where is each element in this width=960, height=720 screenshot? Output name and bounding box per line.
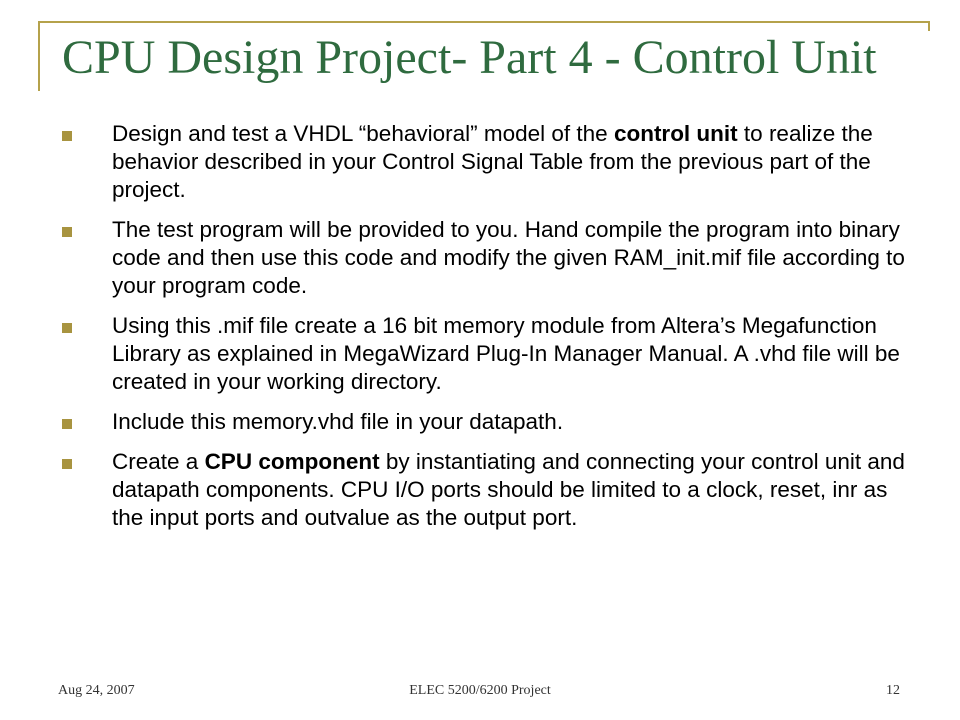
bullet-text: Include this memory.vhd file in your datapath. (112, 409, 564, 434)
footer-course: ELEC 5200/6200 Project (409, 683, 551, 698)
bullet-square-icon (62, 459, 72, 469)
bullet-text: The test program will be provided to you. Hand compile the program into binary code and then use this code and modify the given RAM_init.mif file according to your program code. (112, 217, 905, 298)
bullet-list (58, 120, 908, 544)
bullet-text: Using this .mif file create a 16 bit memory module from Altera’s Megafunction Library as explained in MegaWizard Plug-In Manager Manual. A .vhd file will be created in your working directory. (112, 313, 900, 394)
bold-term: control unit (613, 121, 738, 146)
bullet-text: Create a CPU component by instantiating and connecting your control unit and datapath components. CPU I/O ports should be limited to a clock, reset, inr as the input ports and outvalue as the output port. (112, 449, 905, 530)
bullet-text: Design and test a VHDL “behavioral” model of the control unit to realize the behavior described in your Control Signal Table from the previous part of the project. (112, 121, 873, 202)
bullet-item-cpu-component (58, 448, 908, 532)
slide-frame-right-line (928, 21, 930, 31)
bullet-square-icon (62, 323, 72, 333)
bullet-item-test-program (58, 216, 908, 300)
bullet-square-icon (62, 419, 72, 429)
bullet-item-mif-file (58, 312, 908, 396)
footer-page-number: 12 (886, 683, 900, 698)
bullet-item-control-unit (58, 120, 908, 204)
slide-frame-left-line (38, 21, 40, 91)
bullet-square-icon (62, 227, 72, 237)
slide-frame-top-line (40, 21, 930, 23)
bullet-item-memory-vhd (58, 408, 908, 436)
bullet-square-icon (62, 131, 72, 141)
footer-date: Aug 24, 2007 (58, 683, 135, 698)
bold-term: CPU component (204, 449, 380, 474)
slide-title: CPU Design Project- Part 4 - Control Unit (62, 31, 877, 84)
